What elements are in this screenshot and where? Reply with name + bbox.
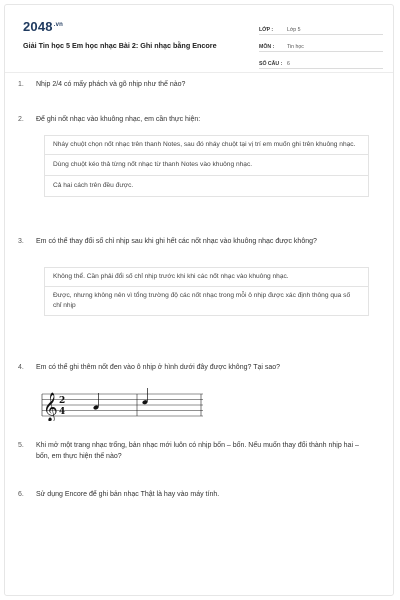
question-number: 3. [18, 238, 24, 245]
meta-label: LỚP : [259, 27, 274, 33]
time-signature-bottom: 4 [59, 407, 66, 417]
option-item: Không thể. Cần phải đổi số chỉ nhịp trước khi khi các nốt nhạc vào khuông nhạc. [45, 268, 368, 287]
meta-info [259, 21, 383, 72]
meta-row-count [259, 55, 383, 69]
question-2 [18, 115, 368, 126]
question-5 [18, 441, 368, 462]
meta-label: SỐ CÂU : [259, 61, 283, 67]
treble-clef-icon: 𝄞 [43, 392, 58, 421]
question-1 [18, 80, 368, 91]
meta-row-subject [259, 38, 383, 52]
question-4 [18, 363, 368, 374]
logo-tld: .vn [53, 21, 64, 28]
question-text: Để ghi nốt nhạc vào khuông nhạc, em cần thực hiện: [36, 116, 201, 123]
option-item: Cả hai cách trên đều được. [53, 182, 134, 189]
question-text: Sử dụng Encore để ghi bản nhạc Thật là hay vào máy tính. [36, 491, 220, 498]
site-logo[interactable] [23, 19, 63, 34]
question-number: 4. [18, 364, 24, 371]
meta-value: Lớp 5 [287, 27, 301, 33]
question-3 [18, 237, 368, 248]
options-box [44, 267, 369, 316]
logo-text: 2048 [23, 19, 53, 34]
question-text: Em có thể ghi thêm nốt đen vào ô nhịp ở hình dưới đây được không? Tại sao? [36, 364, 281, 371]
document-header [23, 17, 383, 69]
header-divider [5, 72, 393, 73]
page-title: Giải Tin học 5 Em học nhạc Bài 2: Ghi nhạc bằng Encore [23, 41, 217, 50]
question-text: Khi mở một trang nhạc trống, bản nhạc mới luôn có nhịp bốn – bốn. Nếu muốn thay đổi thành nhịp hai – bốn, em thực hiện thế nào? [36, 442, 359, 460]
time-signature-top: 2 [59, 396, 66, 406]
question-6 [18, 490, 368, 501]
option-item: Được, nhưng không nên vì tổng trường độ các nốt nhạc trong mỗi ô nhịp được xác định thông qua số chỉ nhịp [53, 292, 351, 309]
staff-lines [42, 394, 203, 416]
meta-row-class [259, 21, 383, 35]
music-staff [38, 387, 203, 421]
question-text: Nhịp 2/4 có mấy phách và gõ nhịp như thế nào? [36, 81, 186, 88]
meta-value: Tin học [287, 44, 304, 50]
question-number: 6. [18, 491, 24, 498]
option-item: Dùng chuột kéo thả từng nốt nhạc từ thanh Notes vào khuông nhạc. [45, 155, 368, 176]
quarter-note-2 [142, 388, 148, 405]
quarter-note-1 [93, 393, 99, 410]
question-text: Em có thể thay đổi số chỉ nhịp sau khi ghi hết các nốt nhạc vào khuông nhạc được không? [36, 238, 317, 245]
question-number: 2. [18, 116, 24, 123]
options-box [44, 135, 369, 197]
meta-value: 6 [287, 61, 290, 67]
question-number: 5. [18, 442, 24, 449]
option-item: Nháy chuột chọn nốt nhạc trên thanh Notes, sau đó nháy chuột tại vị trí em muốn ghi trên khuông nhạc. [45, 136, 368, 155]
meta-label: MÔN : [259, 44, 275, 50]
question-number: 1. [18, 81, 24, 88]
